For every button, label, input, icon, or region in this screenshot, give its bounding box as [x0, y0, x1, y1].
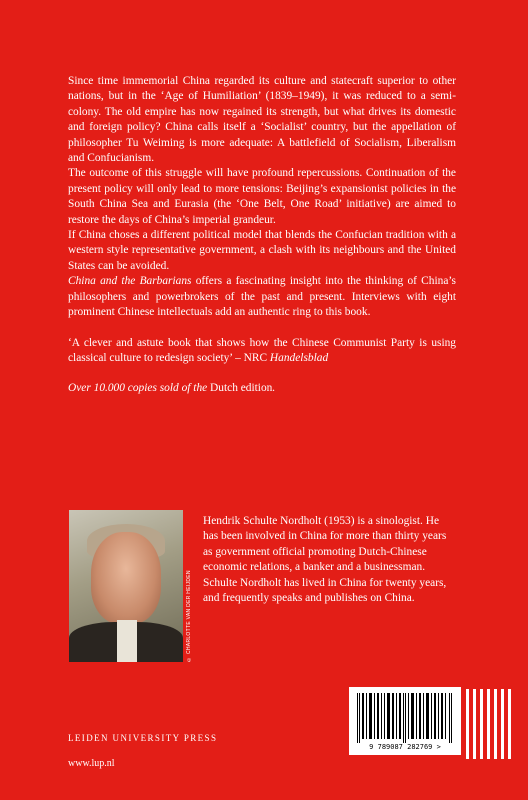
blurb-paragraph-4: [68, 274, 456, 320]
blurb-paragraph-2: The outcome of this struggle will have profound repercussions. Continuation of the present policy will only lead to more tensions: Beijing’s expansionist policies in the South China Sea and Eurasia (the ‘One Belt, One Road’ initiative) are aimed to restore the days of China’s imperial grandeur.: [68, 167, 456, 226]
sales-note-b: Dutch edition: [210, 382, 273, 395]
book-title: China and the Barbarians: [68, 275, 192, 288]
spacer: [68, 321, 456, 336]
blurb-paragraph-4-text: offers a fascinating insight into the thinking of China’s philosophers and powerbrokers of the past and present. Interviews with eight prominent Chinese intellectuals add an authentic ring to this book.: [68, 275, 456, 319]
sales-note-c: .: [272, 382, 276, 395]
blurb: [68, 74, 456, 397]
isbn-number: 9 789087 282769 >: [369, 743, 441, 751]
publisher-name: LEIDEN UNIVERSITY PRESS: [68, 733, 218, 743]
publisher-website[interactable]: www.lup.nl: [68, 758, 115, 769]
review-quote: [68, 336, 456, 367]
author-bio: [203, 514, 453, 606]
photo-credit: © CHARLOTTE VAN DER HEIJDEN: [186, 570, 192, 662]
blurb-paragraph-1: Since time immemorial China regarded its culture and statecraft superior to other nations, but in the ‘Age of Humiliation’ (1839–1949), it was reduced to a semi-colony. The old empire has now regained its strength, but what drives its domestic and foreign policy? China calls itself a ‘Socialist’ country, but the appellation of philosopher Tu Weiming is more adequate: A battlefield of Socialism, Liberalism and Confucianism.: [68, 75, 456, 165]
sales-note-a: Over 10.000 copies sold of the: [68, 382, 211, 395]
barcode: [349, 687, 461, 755]
author-bio-text: Hendrik Schulte Nordholt (1953) is a sinologist. He has been involved in China for more than thirty years as government official promoting Dutch-Chinese economic relations, a banker and a businessman. Schulte Nordholt has lived in China for twenty years, and frequently speaks and publishes on China.: [203, 515, 447, 605]
author-photo: [69, 510, 183, 662]
author-face: [91, 532, 161, 624]
barcode-addon-stripes: [466, 689, 516, 759]
review-quote-text: ‘A clever and astute book that shows how the Chinese Communist Party is using classical culture to redesign society’ – NRC: [68, 336, 456, 364]
spacer: [68, 366, 456, 381]
sales-note: [68, 381, 456, 396]
barcode-bars: [355, 693, 455, 743]
review-source: Handelsblad: [269, 351, 329, 364]
blurb-paragraph-3: If China choses a different political model that blends the Confucian tradition with a western style representative government, a clash with its neighbours and the United States can be avoided.: [68, 229, 456, 272]
author-shirt: [117, 620, 137, 662]
